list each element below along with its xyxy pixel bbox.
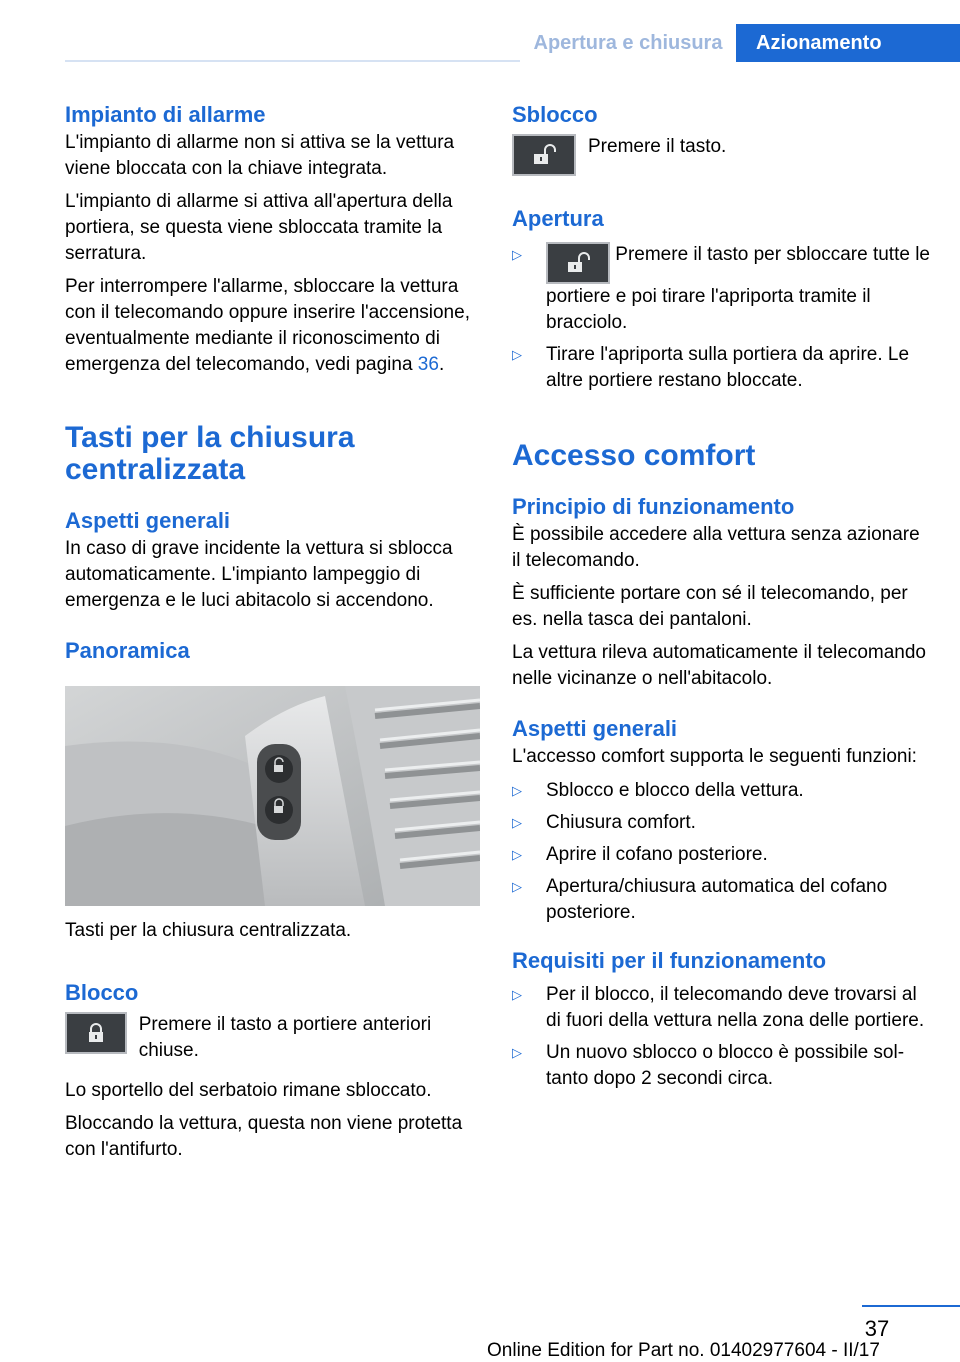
function-item-text: Aprire il cofano posteriore. xyxy=(546,844,768,865)
principle-paragraph-1: È possibile accedere alla vettura senza azionare il telecomando. xyxy=(512,524,920,571)
requirements-heading: Requisiti per il funzionamento xyxy=(512,948,827,973)
comfort-access-title: Accesso comfort xyxy=(512,439,756,472)
alarm-paragraph-3-end: . xyxy=(438,354,445,375)
alarm-heading: Impianto di allarme xyxy=(65,102,266,127)
lock-heading: Blocco xyxy=(65,980,139,1005)
triangle-bullet-icon: ▷ xyxy=(512,879,522,894)
alarm-paragraph-2: L'impianto di allarme si attiva all'apertura della portiera, se questa viene sbloccata tramite la serratura. xyxy=(65,191,453,264)
triangle-bullet-icon: ▷ xyxy=(512,847,522,862)
triangle-bullet-icon: ▷ xyxy=(512,1045,522,1060)
opening-item-text: Premere il tasto per sbloccare tutte le portiere e poi tirare l'apriporta tramite il bracciolo. xyxy=(546,244,930,333)
comfort-general-text: L'accesso comfort supporta le seguenti funzioni: xyxy=(512,746,917,767)
unlock-button-image xyxy=(512,134,576,176)
opening-heading: Apertura xyxy=(512,206,604,231)
triangle-bullet-icon: ▷ xyxy=(512,347,522,362)
comfort-general-heading: Aspetti generali xyxy=(512,716,678,741)
requirements-list xyxy=(512,982,930,1092)
unlock-button-image-inline xyxy=(546,242,610,284)
list-item xyxy=(512,1040,930,1092)
list-item xyxy=(512,810,930,836)
list-item xyxy=(512,982,930,1034)
functions-list xyxy=(512,778,930,926)
header-chapter-tab[interactable]: Azionamento xyxy=(736,24,960,62)
opening-list xyxy=(512,242,930,394)
list-item xyxy=(512,874,930,926)
alarm-paragraph-3 xyxy=(65,274,483,378)
page-link-36[interactable]: 36 xyxy=(417,354,439,375)
edition-note: Online Edition for Part no. 01402977604 - II/17 xyxy=(487,1340,880,1361)
central-general-heading: Aspetti generali xyxy=(65,508,231,533)
header-section[interactable]: Apertura e chiusura xyxy=(520,24,736,62)
left-column xyxy=(65,100,483,1170)
principle-paragraph-2: È sufficiente portare con sé il telecomando, per es. nella tasca dei pantaloni. xyxy=(512,583,908,630)
central-locking-title: Tasti per la chiusura centralizzata xyxy=(65,421,355,486)
list-item xyxy=(512,242,930,336)
padlock-open-icon xyxy=(532,144,556,166)
central-general-text: In caso di grave incidente la vettura si sblocca automaticamente. L'impianto lampeggio di emergenza e le luci abitacolo si accendono. xyxy=(65,538,453,611)
lock-text: Premere il tasto a portiere anteriori chiuse. xyxy=(138,1014,432,1061)
principle-paragraph-3: La vettura rileva automaticamente il telecomando nelle vicinanze o nell'abitacolo. xyxy=(512,642,927,689)
list-item xyxy=(512,842,930,868)
right-column xyxy=(512,100,930,1098)
lock-instruction xyxy=(65,1012,483,1064)
unlock-instruction xyxy=(512,134,930,176)
requirement-item-text: Un nuovo sblocco o blocco è possibile soltanto dopo 2 secondi circa. xyxy=(546,1042,905,1089)
triangle-bullet-icon: ▷ xyxy=(512,815,522,830)
unlock-heading: Sblocco xyxy=(512,102,598,127)
overview-heading: Panoramica xyxy=(65,638,190,663)
function-item-text: Chiusura comfort. xyxy=(546,812,696,833)
lock-button-image xyxy=(65,1012,127,1054)
triangle-bullet-icon: ▷ xyxy=(512,987,522,1002)
alarm-paragraph-1: L'impianto di allarme non si attiva se la vettura viene bloccata con la chiave integrata. xyxy=(65,132,455,179)
triangle-bullet-icon: ▷ xyxy=(512,247,522,262)
principle-heading: Principio di funzionamento xyxy=(512,494,795,519)
list-item xyxy=(512,342,930,394)
list-item xyxy=(512,778,930,804)
unlock-text: Premere il tasto. xyxy=(588,136,727,157)
photo-caption: Tasti per la chiusura centralizzata. xyxy=(65,920,352,941)
triangle-bullet-icon: ▷ xyxy=(512,783,522,798)
function-item-text: Sblocco e blocco della vettura. xyxy=(546,780,804,801)
function-item-text: Apertura/chiusura automatica del cofano posteriore. xyxy=(546,876,888,923)
requirement-item-text: Per il blocco, il telecomando deve trovarsi al di fuori della vettura nella zona delle portiere. xyxy=(546,984,925,1031)
alarm-paragraph-3-text: Per interrompere l'allarme, sbloccare la vettura con il telecomando oppure inserire l'accensione, eventualmente mediante il riconoscimento di emergenza del telecomando, vedi pagina xyxy=(65,276,470,375)
door-panel-illustration xyxy=(65,686,480,906)
opening-item-text: Tirare l'apriporta sulla portiera da aprire. Le altre portiere restano bloccate. xyxy=(546,344,910,391)
lock-paragraph-2: Bloccando la vettura, questa non viene protetta con l'antifurto. xyxy=(65,1113,463,1160)
lock-paragraph-1: Lo sportello del serbatoio rimane sbloccato. xyxy=(65,1080,432,1101)
door-buttons-photo xyxy=(65,686,480,906)
padlock-open-icon xyxy=(566,252,590,274)
page-number: 37 xyxy=(864,1316,890,1341)
padlock-closed-icon xyxy=(85,1022,107,1044)
footer-rule xyxy=(862,1305,960,1307)
